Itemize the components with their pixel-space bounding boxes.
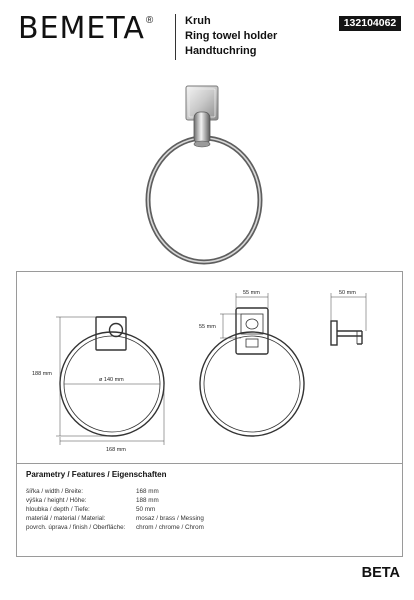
param-value-material: mosaz / brass / Messing (136, 515, 204, 522)
param-label-height: výška / height / Höhe: (26, 497, 87, 504)
param-value-height: 188 mm (136, 497, 159, 504)
param-label-finish: povrch. úprava / finish / Oberfläche: (26, 524, 126, 531)
side-depth-label: 50 mm (339, 290, 356, 296)
front-height-label: 188 mm (32, 371, 52, 377)
param-label-width: šířka / width / Breite: (26, 488, 84, 495)
product-code-badge: 132104062 (339, 16, 401, 31)
param-label-material: materiál / material / Material: (26, 515, 106, 522)
product-name-en: Ring towel holder (185, 30, 278, 42)
registered-mark: ® (145, 15, 154, 26)
product-name-cz: Kruh (185, 15, 211, 27)
series-name: BETA (361, 565, 400, 581)
front-width-label: 168 mm (106, 447, 126, 453)
side-view-dimensions (331, 293, 366, 331)
param-label-depth: hloubka / depth / Tiefe: (26, 506, 90, 513)
perspective-view-dimensions (220, 293, 268, 338)
plate-width-label: 55 mm (243, 290, 260, 296)
param-value-width: 168 mm (136, 488, 159, 495)
param-value-finish: chrom / chrome / Chrom (136, 524, 204, 531)
plate-height-label: 55 mm (199, 324, 216, 330)
param-value-depth: 50 mm (136, 506, 156, 513)
side-view-drawing (331, 321, 362, 345)
parameters-title: Parametry / Features / Eigenschaften (26, 470, 167, 479)
product-name-de: Handtuchring (185, 45, 257, 57)
brand-name: BEMETA (18, 11, 145, 46)
front-diameter-label: ø 140 mm (99, 377, 124, 383)
